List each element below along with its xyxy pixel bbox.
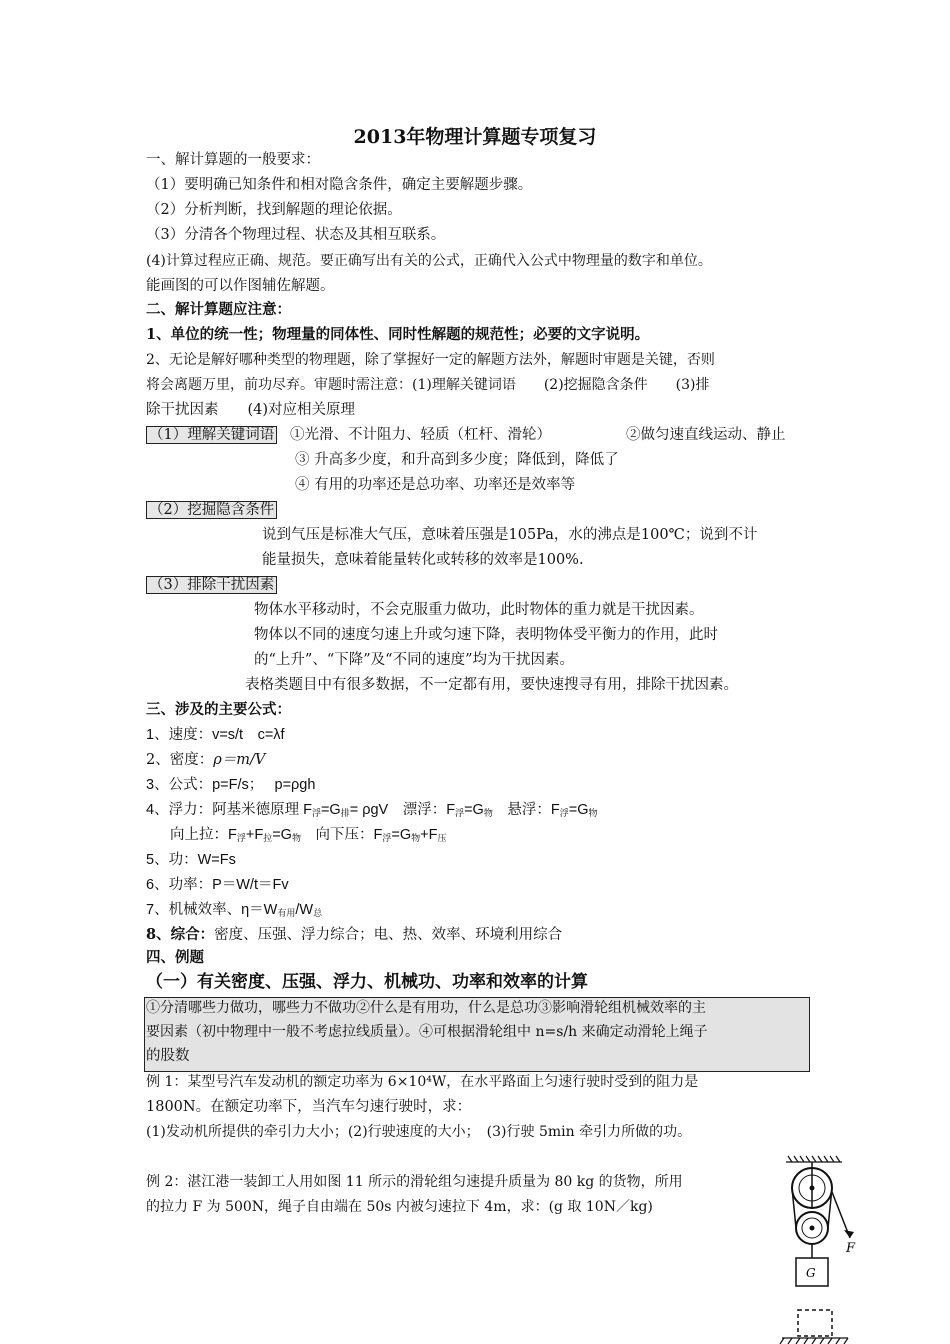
interference-label [146, 575, 277, 595]
highlight-line1: ①分清哪些力做功，哪些力不做功②什么是有用功，什么是总功③影响滑轮组机械效率的主 [146, 1000, 706, 1016]
example1-line1: 例 1：某型号汽车发动机的额定功率为 6×10⁴W，在水平路面上匀速行驶时受到的阻力是 [146, 1074, 699, 1090]
example1-line2: 1800N。在额定功率下，当汽车匀速行驶时，求： [146, 1099, 472, 1115]
key-terms-label [146, 425, 277, 445]
highlight-line3: 的股数 [146, 1048, 190, 1064]
interference-box: （3）排除干扰因素 [146, 576, 277, 594]
section1-heading: 一、解计算题的一般要求： [146, 152, 320, 168]
section4-heading: 四、例题 [146, 949, 204, 966]
buoy2-text-6: +F [420, 827, 438, 843]
hidden-conditions-a: 说到气压是标准大气压，意味着压强是105Pa，水的沸点是100℃；说到不计 [262, 527, 758, 543]
interference-d: 表格类题目中有很多数据，不一定都有用，要快速搜寻有用，排除干扰因素。 [245, 677, 738, 693]
section3-heading: 三、涉及的主要公式： [146, 701, 291, 718]
buoy2-sub-4: 浮 [382, 833, 392, 843]
s1-item1: （1）要明确已知条件和相对隐含条件，确定主要解题步骤。 [146, 177, 533, 193]
s1-item3: （3）分清各个物理过程、状态及其相互联系。 [146, 227, 446, 243]
buoy-text-1: 4、浮力：阿基米德原理 F [146, 802, 312, 818]
s2-point2-line1: 2、无论是解好哪种类型的物理题，除了掌握好一定的解题方法外，解题时审题是关键，否则 [146, 352, 715, 368]
interference-b: 物体以不同的速度匀速上升或匀速下降，表明物体受平衡力的作用，此时 [254, 627, 718, 643]
s2-point1: 1、单位的统一性；物理量的同体性、同时性解题的规范性；必要的文字说明。 [146, 326, 650, 343]
cargo-label: G [806, 1266, 816, 1280]
combined-text: 密度、压强、浮力综合；电、热、效率、环境利用综合 [214, 927, 563, 943]
buoy2-sub-1: 浮 [236, 833, 246, 843]
buoy-text-2: =G [320, 802, 341, 818]
key-terms-a: ①光滑、不计阻力、轻质（杠杆、滑轮） [290, 427, 551, 443]
buoy2-text-4: 向下压：F [300, 827, 383, 843]
example1-line3: (1)发动机所提供的牵引力大小；(2)行驶速度的大小； (3)行驶 5min 牵引力所做的功。 [146, 1124, 692, 1140]
s1-item4-line2: 能画图的可以作图辅佐解题。 [146, 278, 335, 294]
pulley-figure [768, 1152, 878, 1344]
eff-sub-1: 有用 [277, 908, 296, 918]
buoy-sub-1: 浮 [311, 808, 321, 818]
subsection1-heading: （一）有关密度、压强、浮力、机械功、功率和效率的计算 [146, 972, 588, 992]
buoy-sub-5: 浮 [559, 808, 569, 818]
hidden-conditions-label [146, 500, 277, 520]
eff-text-1: 7、机械效率、η＝W [146, 902, 278, 918]
force-label: F [846, 1241, 856, 1256]
hidden-conditions-box: （2）挖掘隐含条件 [146, 501, 277, 519]
formula-power: 6、功率：P＝W/t＝Fv [146, 877, 289, 893]
buoy-sub-2: 排 [340, 808, 350, 818]
buoy-text-3: = ρgV 漂浮：F [349, 802, 456, 818]
formula-speed: 1、速度：v=s/t c=λf [146, 727, 285, 743]
s1-item4-line1: (4)计算过程应正确、规范。要正确写出有关的公式，正确代入公式中物理量的数字和单位。 [146, 253, 712, 269]
buoy2-sub-2: 拉 [263, 833, 273, 843]
buoy-text-6: =G [568, 802, 589, 818]
cargo-dashed [798, 1310, 832, 1336]
s2-point2-line3: 除干扰因素 (4)对应相关原理 [146, 402, 356, 418]
key-terms-d: ④ 有用的功率还是总功率、功率还是效率等 [295, 477, 576, 493]
s2-point2-line2: 将会离题万里，前功尽弃。审题时需注意：(1)理解关键词语 (2)挖掘隐含条件 (3)排 [146, 377, 710, 393]
key-terms-b: ②做匀速直线运动、静止 [626, 427, 786, 443]
buoy-sub-3: 浮 [455, 808, 465, 818]
buoy-text-5: 悬浮：F [492, 802, 560, 818]
buoy2-sub-6: 压 [437, 833, 447, 843]
buoy2-sub-3: 物 [291, 833, 301, 843]
hidden-conditions-b: 能量损失，意味着能量转化或转移的效率是100%. [262, 552, 584, 568]
interference-a: 物体水平移动时，不会克服重力做功，此时物体的重力就是干扰因素。 [254, 602, 704, 618]
formula-density [146, 750, 265, 770]
formula-work: 5、功：W=Fs [146, 852, 236, 868]
ground-hatch [780, 1338, 848, 1344]
key-terms-c: ③ 升高多少度，和升高到多少度；降低到，降低了 [295, 452, 619, 468]
buoy2-text-1: 向上拉：F [170, 827, 237, 843]
buoy2-text-5: =G [391, 827, 412, 843]
highlight-line2: 要因素（初中物理中一般不考虑拉线质量）。④可根据滑轮组中 n=s/h 来确定动滑轮上绳子 [146, 1024, 708, 1040]
buoy2-text-3: =G [272, 827, 292, 843]
buoy-text-4: =G [464, 802, 484, 818]
s1-item2: （2）分析判断，找到解题的理论依据。 [146, 202, 402, 218]
example2-line2: 的拉力 F 为 500N，绳子自由端在 50s 内被匀速拉下 4m，求：(g 取 10N／kg) [146, 1199, 653, 1215]
section2-heading: 二、解计算题应注意： [146, 301, 291, 318]
formula-density-expr: ρ＝m/V [213, 752, 266, 768]
formula-buoyancy-2 [170, 825, 446, 848]
buoy-sub-6: 物 [588, 808, 598, 818]
eff-text-2: /W [295, 902, 314, 918]
key-terms-box: （1）理解关键词语 [146, 426, 277, 444]
formula-pressure: 3、公式：p=F/s； p=ρgh [146, 777, 316, 793]
formula-density-label: 2、密度： [146, 752, 214, 768]
ceiling-hatch [786, 1156, 842, 1162]
interference-c: 的“上升”、“下降”及“不同的速度”均为干扰因素。 [254, 652, 574, 668]
buoy2-text-2: +F [245, 827, 264, 843]
example2-line1: 例 2：湛江港一装卸工人用如图 11 所示的滑轮组匀速提升质量为 80 kg 的货物，所用 [146, 1174, 683, 1190]
eff-sub-2: 总 [313, 908, 323, 918]
movable-pulley [796, 1212, 828, 1244]
buoy2-sub-5: 物 [411, 833, 421, 843]
buoy-sub-4: 物 [483, 808, 493, 818]
combined-label: 8、综合： [146, 926, 215, 943]
formula-efficiency [146, 900, 322, 923]
formula-buoyancy [146, 800, 598, 823]
page-title: 2013年物理计算题专项复习 [353, 126, 597, 148]
formula-combined [146, 925, 562, 945]
